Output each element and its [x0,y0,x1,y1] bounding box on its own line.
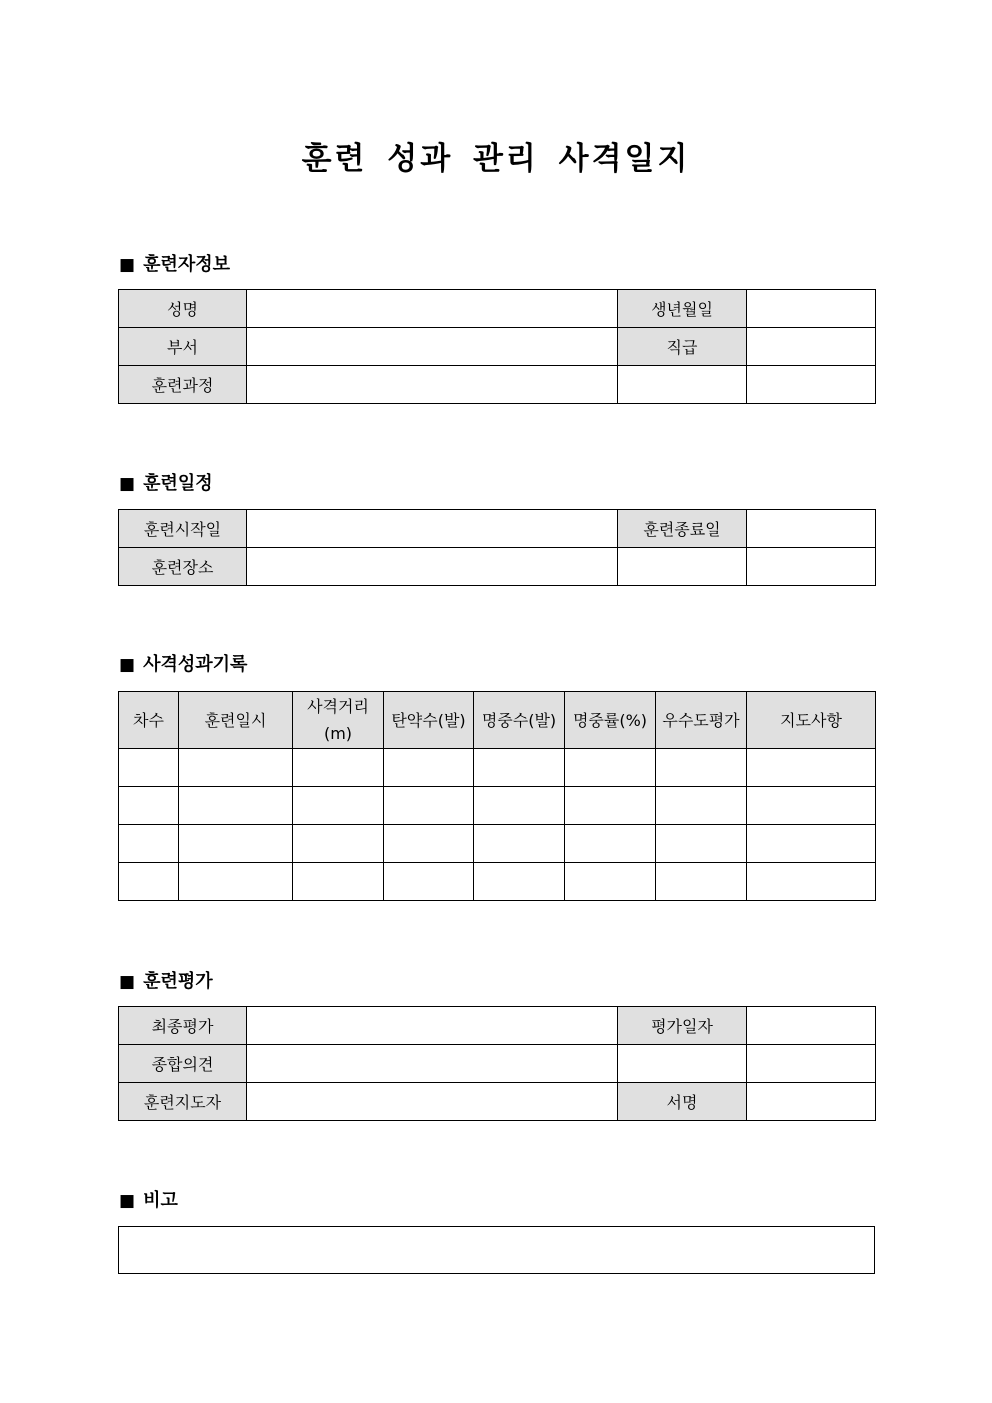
end-date-label: 훈련종료일 [618,510,747,548]
table-row [119,366,876,404]
department-field[interactable] [247,328,618,366]
hits-cell[interactable] [474,863,565,901]
section-heading-records [119,653,247,677]
remarks-field[interactable] [119,1227,875,1274]
hits-cell[interactable] [474,787,565,825]
column-header-hit-rate: 명중률(%) [565,692,656,749]
empty-cell[interactable] [747,1045,876,1083]
course-label: 훈련과정 [119,366,247,404]
schedule-table [118,509,876,586]
signature-label: 서명 [618,1083,747,1121]
square-bullet-icon: ■ [119,655,136,675]
square-bullet-icon: ■ [119,474,136,494]
square-bullet-icon: ■ [119,1191,136,1211]
guidance-cell[interactable] [747,787,876,825]
distance-cell[interactable] [293,863,384,901]
grade-cell[interactable] [656,787,747,825]
ammo-cell[interactable] [384,787,474,825]
empty-cell[interactable] [618,548,747,586]
hit-rate-cell[interactable] [565,825,656,863]
shooting-records-table [118,691,876,901]
signature-field[interactable] [747,1083,876,1121]
table-row [119,510,876,548]
empty-cell[interactable] [618,1045,747,1083]
section-title: 훈련평가 [143,971,213,992]
course-field[interactable] [247,366,618,404]
overall-opinion-label: 종합의견 [119,1045,247,1083]
datetime-cell[interactable] [179,863,293,901]
section-heading-trainee [119,253,230,277]
datetime-cell[interactable] [179,749,293,787]
name-label: 성명 [119,290,247,328]
section-title: 훈련일정 [143,473,213,494]
section-title: 비고 [143,1190,178,1211]
section-heading-evaluation [119,970,213,994]
place-label: 훈련장소 [119,548,247,586]
start-date-field[interactable] [247,510,618,548]
table-row [119,787,876,825]
guidance-cell[interactable] [747,825,876,863]
datetime-cell[interactable] [179,787,293,825]
position-label: 직급 [618,328,747,366]
position-field[interactable] [747,328,876,366]
end-date-field[interactable] [747,510,876,548]
final-evaluation-field[interactable] [247,1007,618,1045]
column-header-distance: 사격거리(m) [293,692,384,749]
hits-cell[interactable] [474,825,565,863]
final-evaluation-label: 최종평가 [119,1007,247,1045]
distance-cell[interactable] [293,825,384,863]
remarks-table [118,1226,875,1274]
round-cell[interactable] [119,863,179,901]
instructor-label: 훈련지도자 [119,1083,247,1121]
table-row [119,290,876,328]
column-header-guidance: 지도사항 [747,692,876,749]
grade-cell[interactable] [656,749,747,787]
page-title: 훈련 성과 관리 사격일지 [301,141,691,177]
table-row [119,825,876,863]
round-cell[interactable] [119,825,179,863]
ammo-cell[interactable] [384,825,474,863]
ammo-cell[interactable] [384,749,474,787]
evaluation-date-field[interactable] [747,1007,876,1045]
column-header-grade: 우수도평가 [656,692,747,749]
overall-opinion-field[interactable] [247,1045,618,1083]
name-field[interactable] [247,290,618,328]
empty-cell[interactable] [747,548,876,586]
guidance-cell[interactable] [747,863,876,901]
section-title: 훈련자정보 [143,254,231,275]
table-row [119,1045,876,1083]
round-cell[interactable] [119,787,179,825]
evaluation-table [118,1006,876,1121]
grade-cell[interactable] [656,825,747,863]
distance-cell[interactable] [293,787,384,825]
department-label: 부서 [119,328,247,366]
evaluation-date-label: 평가일자 [618,1007,747,1045]
birth-date-label: 생년월일 [618,290,747,328]
column-header-hits: 명중수(발) [474,692,565,749]
section-heading-remarks [119,1189,178,1213]
grade-cell[interactable] [656,863,747,901]
square-bullet-icon: ■ [119,972,136,992]
hit-rate-cell[interactable] [565,749,656,787]
trainee-info-table [118,289,876,404]
instructor-field[interactable] [247,1083,618,1121]
hit-rate-cell[interactable] [565,787,656,825]
start-date-label: 훈련시작일 [119,510,247,548]
datetime-cell[interactable] [179,825,293,863]
empty-cell[interactable] [618,366,747,404]
column-header-round: 차수 [119,692,179,749]
section-title: 사격성과기록 [143,654,248,675]
distance-cell[interactable] [293,749,384,787]
ammo-cell[interactable] [384,863,474,901]
hit-rate-cell[interactable] [565,863,656,901]
hits-cell[interactable] [474,749,565,787]
column-header-ammo: 탄약수(발) [384,692,474,749]
empty-cell[interactable] [747,366,876,404]
table-row [119,1083,876,1121]
section-heading-schedule [119,472,213,496]
place-field[interactable] [247,548,618,586]
round-cell[interactable] [119,749,179,787]
table-row [119,328,876,366]
table-row [119,1007,876,1045]
table-header-row [119,692,876,749]
guidance-cell[interactable] [747,749,876,787]
table-row [119,749,876,787]
column-header-datetime: 훈련일시 [179,692,293,749]
table-row [119,1227,875,1274]
table-row [119,863,876,901]
square-bullet-icon: ■ [119,255,136,275]
birth-date-field[interactable] [747,290,876,328]
table-row [119,548,876,586]
